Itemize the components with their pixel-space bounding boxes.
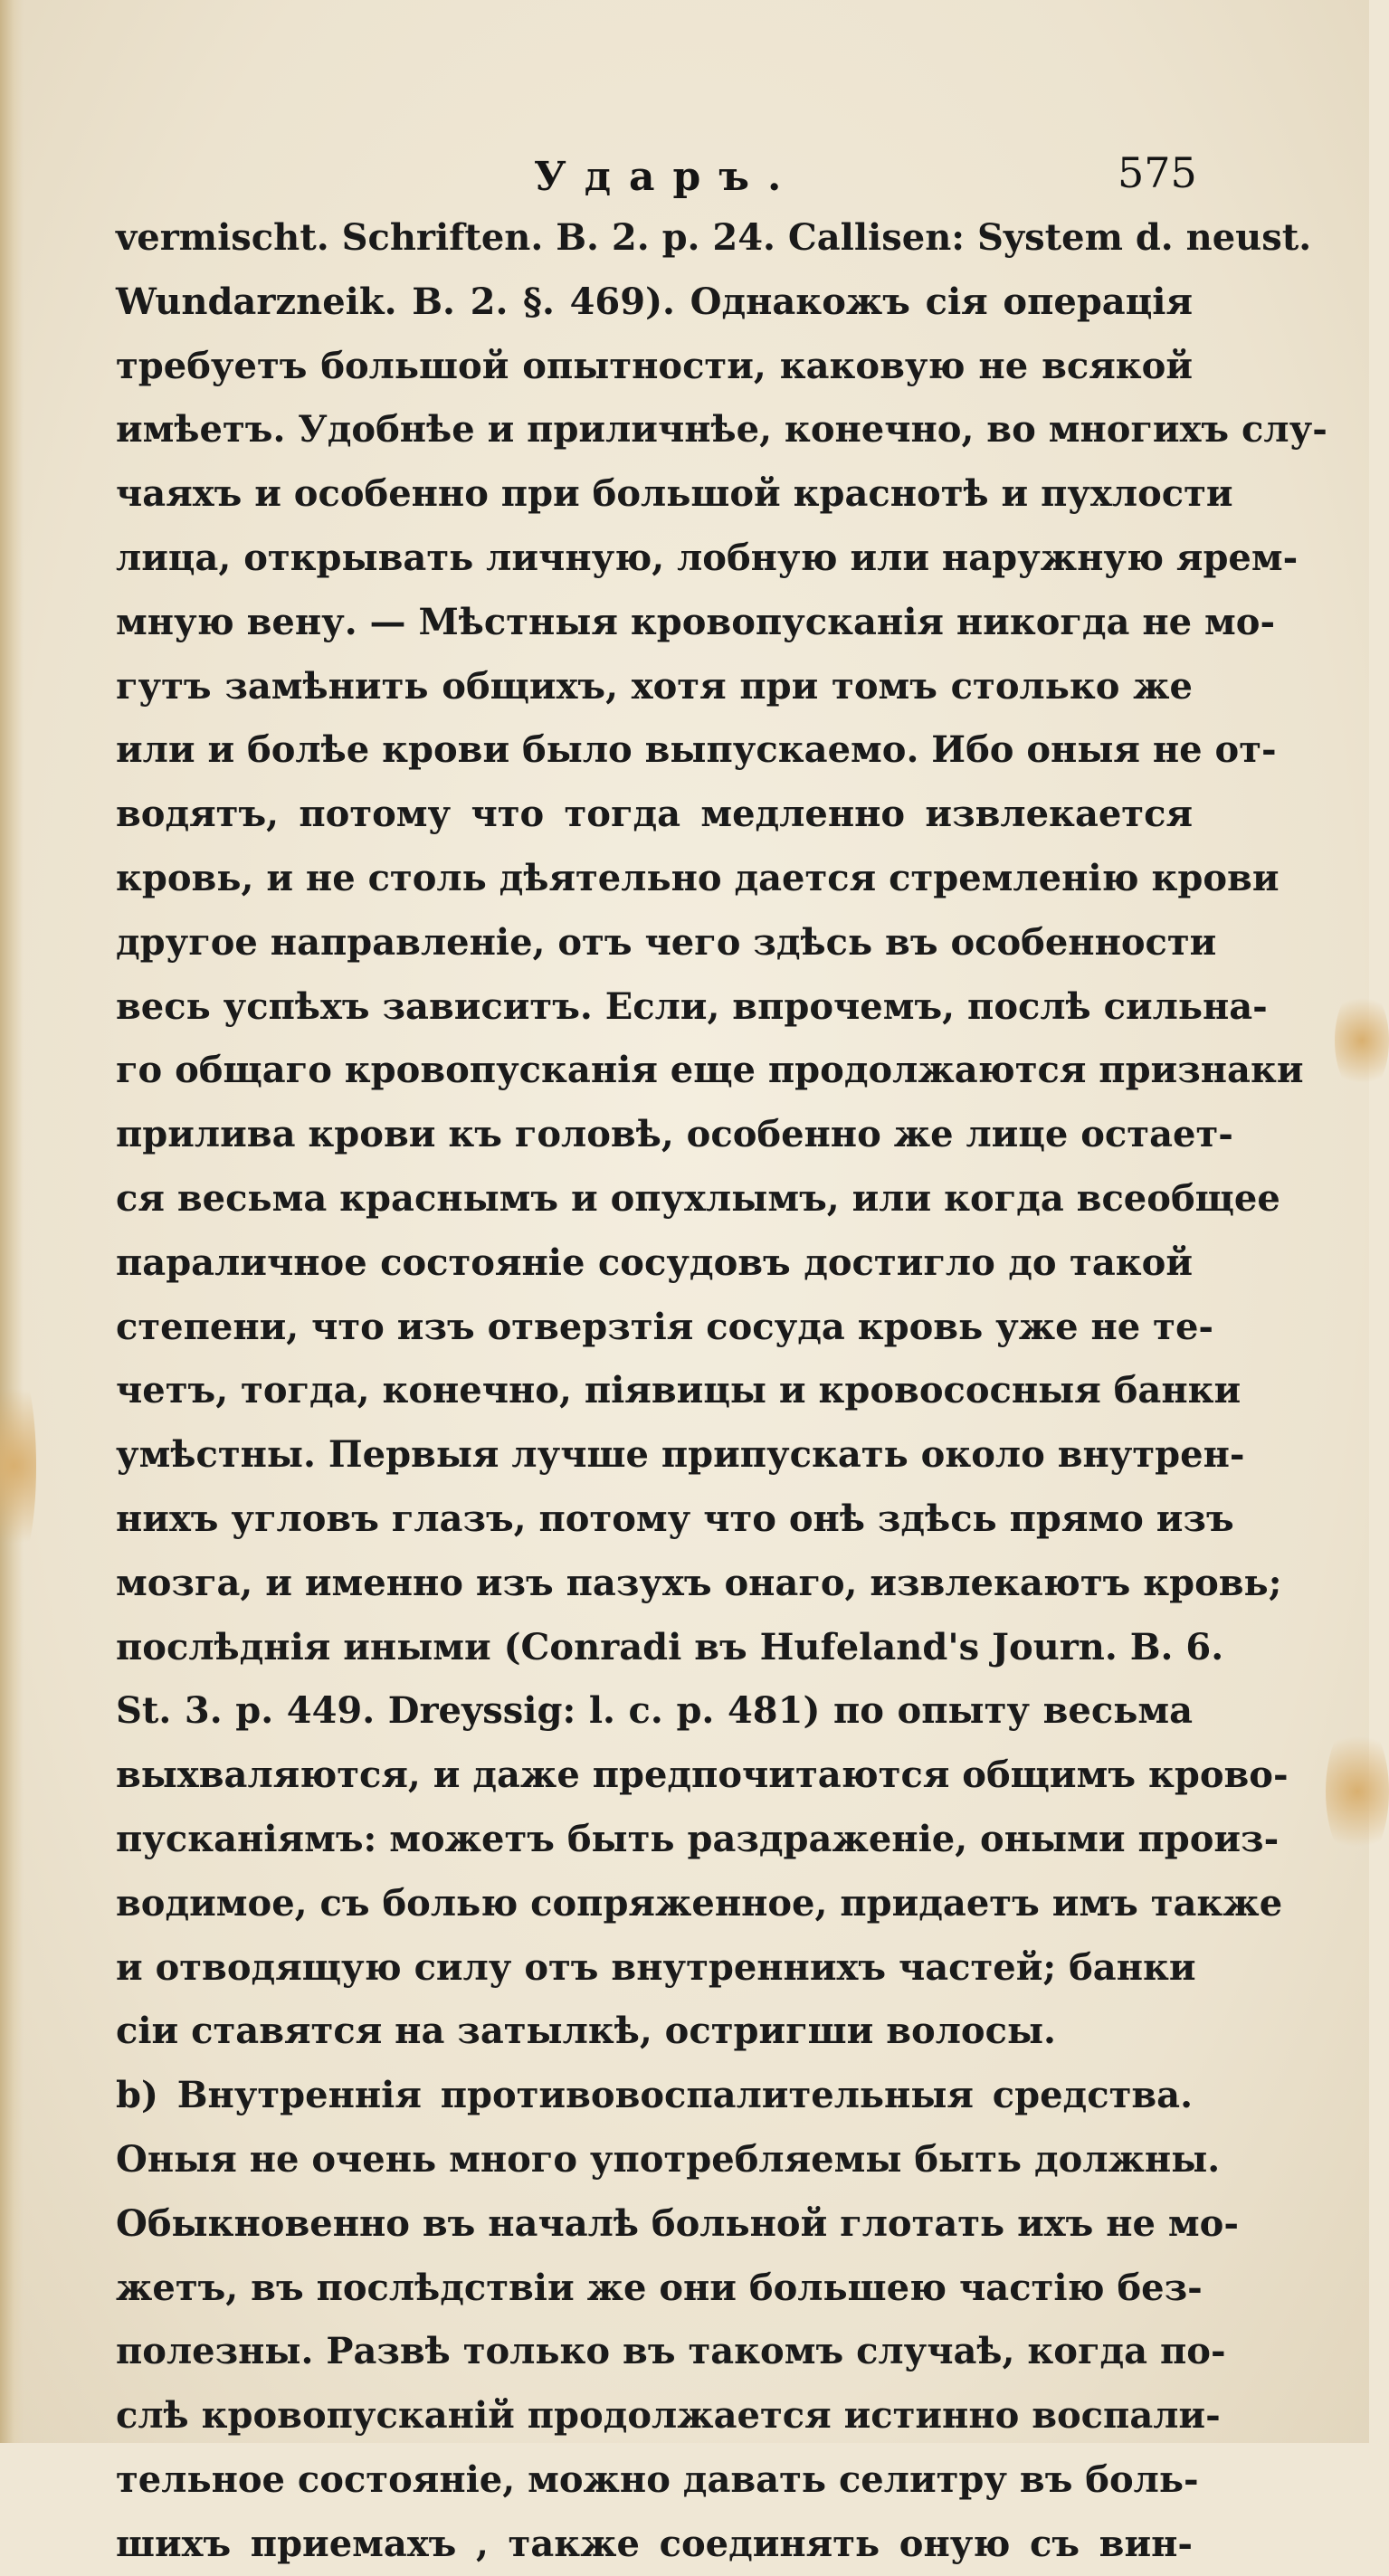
text-line: четъ, тогда, конечно, піявицы и кровососныя банки — [116, 1369, 1242, 1412]
text-line: го общаго кровопусканія еще продолжаются признаки — [116, 1049, 1304, 1092]
text-line: лица, открывать личную, лобную или наружную ярем- — [116, 536, 1299, 579]
text-line: полезны. Развѣ только въ такомъ случаѣ, когда по- — [116, 2330, 1226, 2373]
text-line: и отводящую силу отъ внутреннихъ частей; банки — [116, 1945, 1196, 1989]
text-line: мную вену. — Мѣстныя кровопусканія никогда не мо- — [116, 600, 1276, 643]
text-line: весь успѣхъ зависитъ. Если, впрочемъ, послѣ сильна- — [116, 984, 1268, 1028]
text-line: имѣетъ. Удобнѣе и приличнѣе, конечно, во многихъ слу- — [116, 408, 1327, 452]
text-line: мозга, и именно изъ пазухъ онаго, извлекаютъ кровь; — [116, 1561, 1282, 1604]
text-line: степени, что изъ отверзтія сосуда кровь уже не те- — [116, 1305, 1214, 1348]
paper-stain — [1326, 1719, 1389, 1864]
text-line: Wundarzneik. B. 2. §. 469). Однакожъ сія операція — [116, 280, 1193, 323]
paper-stain — [1335, 986, 1389, 1095]
text-line: прилива крови къ головѣ, особенно же лице остает- — [116, 1113, 1233, 1156]
text-line: выхваляются, и даже предпочитаются общимъ крово- — [116, 1754, 1289, 1797]
text-line: Обыкновенно въ началѣ больной глотать ихъ не мо- — [116, 2201, 1239, 2245]
text-line: нихъ угловъ глазъ, потому что онѣ здѣсь прямо изъ — [116, 1497, 1234, 1540]
text-line: кровь, и не столь дѣятельно дается стремленію крови — [116, 856, 1280, 899]
text-line: умѣстны. Первыя лучше припускать около внутрен- — [116, 1433, 1245, 1477]
text-line: сіи ставятся на затылкѣ, остригши волосы. — [116, 2010, 1056, 2053]
text-line: или и болѣе крови было выпускаемо. Ибо оныя не от- — [116, 728, 1277, 772]
text-line: другое направленіе, отъ чего здѣсь въ особенности — [116, 920, 1217, 964]
section-heading-line: b) Внутреннія противовоспалительныя средства. — [116, 2074, 1193, 2117]
page-number: 575 — [1118, 148, 1197, 197]
text-line: гутъ замѣнить общихъ, хотя при томъ столько же — [116, 664, 1193, 708]
text-line: параличное состояніе сосудовъ достигло до такой — [116, 1240, 1193, 1284]
paper-stain — [0, 1357, 36, 1574]
text-line: чаяхъ и особенно при большой краснотѣ и пухлости — [116, 472, 1233, 516]
text-line: водятъ, потому что тогда медленно извлекается — [116, 793, 1193, 836]
text-line: послѣднія иными (Conradi въ Hufeland's Journ. B. 6. — [116, 1625, 1224, 1668]
running-title: Ударъ. — [534, 154, 800, 200]
text-line: требуетъ большой опытности, каковую не всякой — [116, 344, 1193, 387]
text-line: St. 3. p. 449. Dreyssig: l. c. p. 481) по опыту весьма — [116, 1689, 1193, 1733]
text-line: Оныя не очень много употребляемы быть должны. — [116, 2137, 1221, 2181]
text-line: пусканіямъ: можетъ быть раздраженіе, оными произ- — [116, 1817, 1280, 1860]
body-text — [116, 206, 1327, 2576]
text-line: тельное состояніе, можно давать селитру въ боль- — [116, 2457, 1199, 2501]
text-line: шихъ приемахъ , также соединять оную съ вин- — [116, 2522, 1193, 2565]
text-line: водимое, съ болью сопряженное, придаетъ имъ также — [116, 1881, 1283, 1925]
text-line: ся весьма краснымъ и опухлымъ, или когда всеобщее — [116, 1176, 1280, 1220]
page-edge-shadow — [0, 0, 24, 2443]
text-line: жетъ, въ послѣдствіи же они большею частію без- — [116, 2266, 1203, 2309]
text-line: слѣ кровопусканій продолжается истинно воспали- — [116, 2394, 1221, 2438]
text-line: vermischt. Schriften. B. 2. p. 24. Callisen: System d. neust. — [116, 216, 1312, 259]
